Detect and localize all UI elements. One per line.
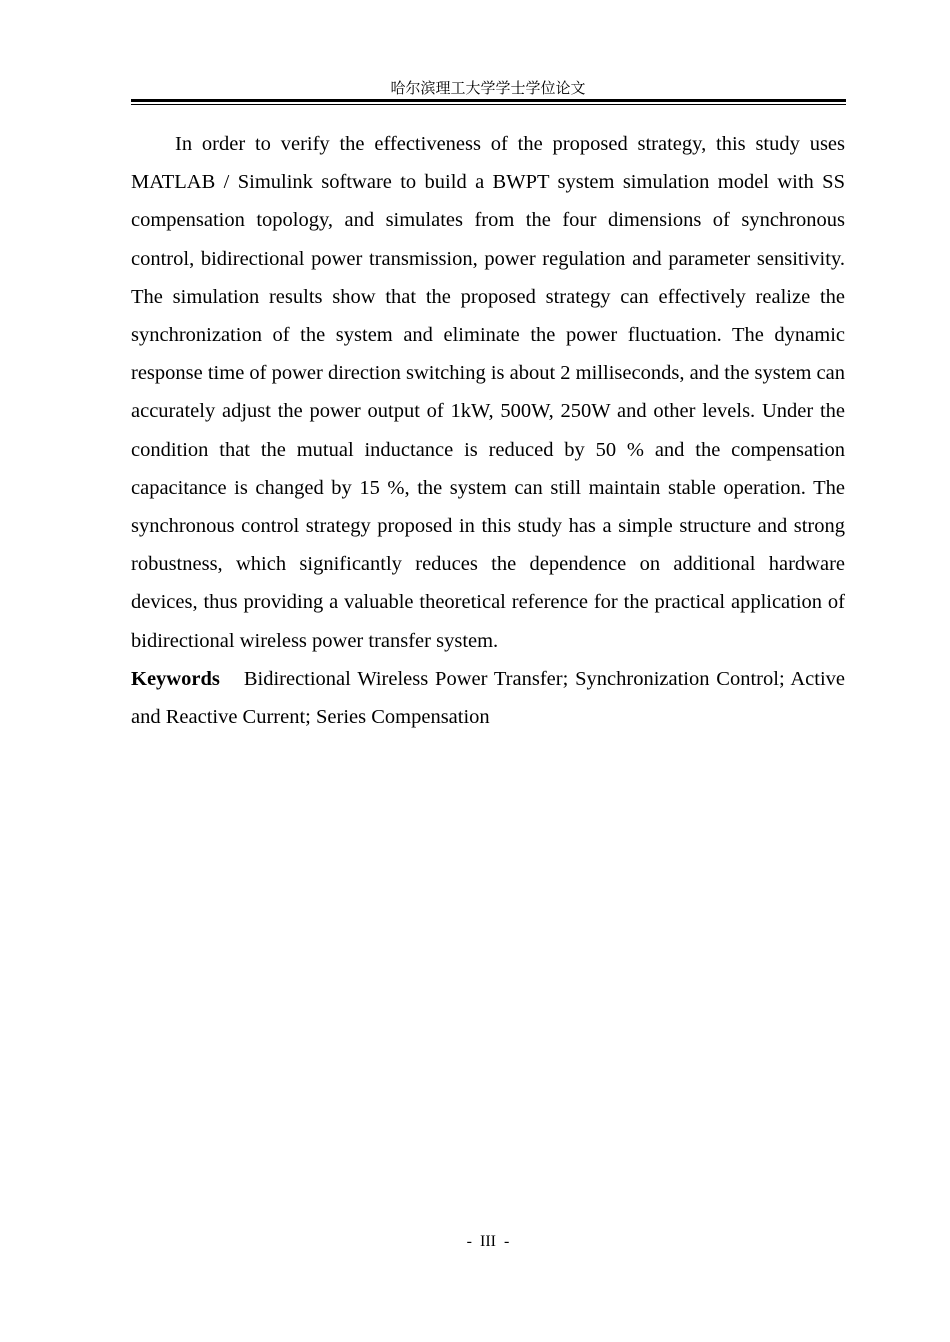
header-rule-thin <box>131 104 846 105</box>
abstract-body <box>131 125 845 736</box>
page-header-title: 哈尔滨理工大学学士学位论文 <box>390 79 586 97</box>
page-number: - III - <box>466 1233 510 1250</box>
keywords-label: Keywords <box>131 667 220 690</box>
abstract-paragraph: In order to verify the effectiveness of the proposed strategy, this study uses MATLAB / Simulink software to build a BWPT system simulation model with SS compensation topology, and simulates from the four dimensions of synchronous control, bidirectional power transmission, power regulation and parameter sensitivity. The simulation results show that the proposed strategy can effectively realize the synchronization of the system and eliminate the power fluctuation. The dynamic response time of power direction switching is about 2 milliseconds, and the system can accurately adjust the power output of 1kW, 500W, 250W and other levels. Under the condition that the mutual inductance is reduced by 50 % and the compensation capacitance is changed by 15 %, the system can still maintain stable operation. The synchronous control strategy proposed in this study has a simple structure and strong robustness, which significantly reduces the dependence on additional hardware devices, thus providing a valuable theoretical reference for the practical application of bidirectional wireless power transfer system. <box>131 133 845 652</box>
keywords-paragraph <box>131 660 845 736</box>
keywords-text: Bidirectional Wireless Power Transfer; Synchronization Control; Active and Reactive Current; Series Compensation <box>131 667 845 729</box>
header-rule-thick <box>131 99 846 102</box>
